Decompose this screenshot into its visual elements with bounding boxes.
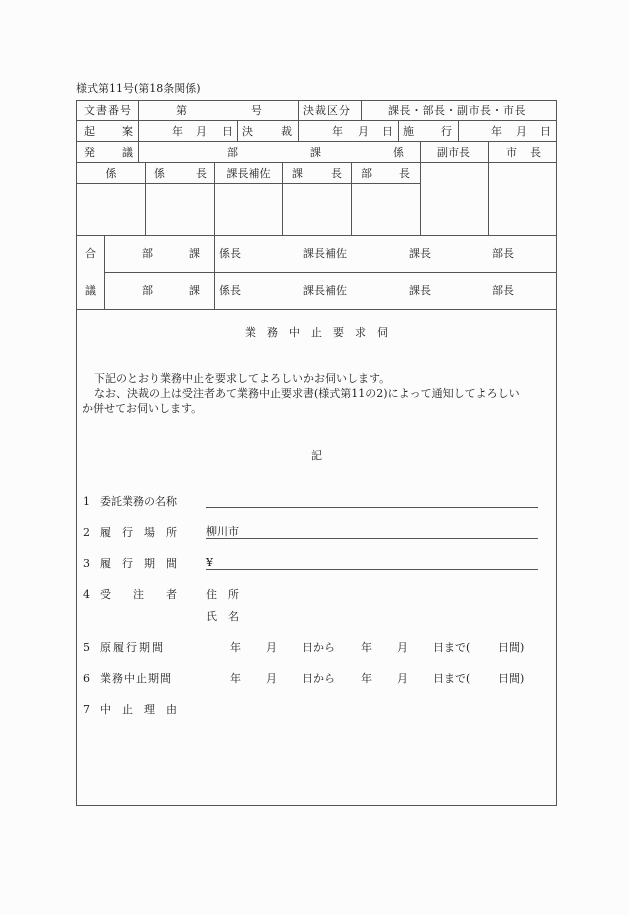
approval-col-bucho: 長 [399,167,410,180]
suspension-period-end-month[interactable]: 月 [397,672,408,685]
contractor-address-label: 住 所 [206,588,239,601]
issue-label: 議 [122,146,133,159]
consult-kakaricho[interactable]: 係長 [219,284,241,297]
decision-class-label: 決裁区分 [303,104,351,117]
col-divider [237,121,238,141]
item-number: 3 [83,557,90,570]
draft-label: 起 [84,125,95,138]
col-divider [104,236,105,309]
item-number: 1 [83,495,90,508]
col-divider [361,101,362,121]
consult-label: 合 [85,247,96,260]
suspension-period-start-month[interactable]: 月 [266,672,277,685]
contractor-name-label: 氏 名 [206,610,239,623]
item-label-original-period: 原履行期間 [100,641,165,654]
item-label-location: 履 行 場 所 [100,526,177,539]
item-label-period: 履 行 期 間 [100,557,177,570]
decision-date-day[interactable]: 日 [382,125,393,138]
contract-name-input[interactable] [206,494,538,508]
exec-label: 行 [441,125,452,138]
issue-bu[interactable]: 部 [227,146,238,159]
draft-date-day[interactable]: 日 [222,125,233,138]
approval-col-kacho: 課 [292,167,303,180]
stamp-box-kakaricho[interactable] [146,184,213,235]
underline [206,538,538,539]
approval-col-kacho: 長 [331,167,342,180]
item-number: 5 [83,641,90,654]
original-period-end-year[interactable]: 年 [361,641,372,654]
stamp-box-kakari[interactable] [78,184,144,235]
exec-date-day[interactable]: 日 [540,125,551,138]
original-period-end-day[interactable]: 日まで( [433,641,471,654]
col-divider [138,101,139,162]
location-input[interactable]: 柳川市 [206,525,239,538]
consult-kacho[interactable]: 課長 [409,284,431,297]
consult-kacho[interactable]: 課長 [409,247,431,260]
doc-number-dai: 第 [176,104,187,117]
issue-kakari[interactable]: 係 [393,146,404,159]
original-period-start-day[interactable]: 日から [302,641,335,654]
consult-kakaricho[interactable]: 係長 [219,247,241,260]
doc-number-input[interactable] [196,102,246,119]
body-paragraph: なお、決裁の上は受注者あて業務中止要求書(様式第11の2)によって通知してよろしい [94,387,520,400]
decision-label: 決 [242,125,253,138]
suspension-period-end-year[interactable]: 年 [361,672,372,685]
col-divider [458,121,459,141]
col-divider [298,101,299,121]
body-paragraph: 下記のとおり業務中止を要求してよろしいかお伺いします。 [94,372,391,385]
consult-bucho[interactable]: 部長 [492,247,514,260]
item-label-reason: 中 止 理 由 [100,703,177,716]
consult-bu[interactable]: 部 [142,284,153,297]
period-input[interactable]: ¥ [206,556,213,569]
exec-date-month[interactable]: 月 [516,125,527,138]
stamp-box-mayor[interactable] [489,163,555,235]
row-divider [77,309,556,310]
original-period-start-month[interactable]: 月 [266,641,277,654]
draft-date-year[interactable]: 年 [172,125,183,138]
exec-date-year[interactable]: 年 [491,125,502,138]
col-divider [298,121,299,141]
stamp-box-bucho[interactable] [352,184,419,235]
consult-ka[interactable]: 課 [189,284,200,297]
item-label-contract-name: 委託業務の名称 [100,495,177,508]
item-number: 2 [83,526,90,539]
decision-class-value[interactable]: 課長・部長・副市長・市長 [388,104,526,117]
row-divider [77,120,556,121]
mayor-label: 市 [506,146,517,159]
suspension-period-start-year[interactable]: 年 [230,672,241,685]
original-period-end-month[interactable]: 月 [397,641,408,654]
exec-label: 施 [403,125,414,138]
reason-input[interactable] [206,700,546,795]
underline [206,507,538,508]
suspension-period-start-day[interactable]: 日から [302,672,335,685]
decision-label: 裁 [281,125,292,138]
item-number: 7 [83,703,90,716]
draft-label: 案 [122,125,133,138]
approval-col-kakari: 係 [105,167,117,180]
consult-bu[interactable]: 部 [142,247,153,260]
suspension-period-end-day[interactable]: 日まで( [433,672,471,685]
consult-hosa[interactable]: 課長補佐 [303,284,347,297]
vice-mayor-label: 副市長 [437,146,470,159]
original-period-start-year[interactable]: 年 [230,641,241,654]
suspension-period-days[interactable]: 日間) [498,672,525,685]
row-divider [77,141,556,142]
document-title: 業 務 中 止 要 求 伺 [245,326,388,339]
approval-col-kakaricho: 係 [154,167,165,180]
stamp-box-kacho[interactable] [283,184,350,235]
approval-col-hosa: 課長補佐 [226,167,271,180]
stamp-box-hosa[interactable] [215,184,281,235]
doc-number-label: 文書番号 [84,104,132,117]
item-number: 4 [83,588,90,601]
mayor-label: 長 [530,146,541,159]
approval-col-kakaricho: 長 [196,167,207,180]
item-label-suspension-period: 業務中止期間 [100,672,172,685]
issue-label: 発 [84,146,95,159]
draft-date-month[interactable]: 月 [196,125,207,138]
item-number: 6 [83,672,90,685]
ki-heading: 記 [311,449,322,462]
row-divider [77,235,556,236]
decision-date-month[interactable]: 月 [358,125,369,138]
consult-label: 議 [85,284,96,297]
consult-ka[interactable]: 課 [189,247,200,260]
doc-number-go: 号 [251,104,262,117]
underline [206,569,538,570]
body-paragraph: か併せてお伺いします。 [82,402,203,415]
approval-col-bucho: 部 [361,167,372,180]
stamp-box-vice-mayor[interactable] [421,163,487,235]
decision-date-year[interactable]: 年 [332,125,343,138]
consult-bucho[interactable]: 部長 [492,284,514,297]
item-label-contractor: 受 注 者 [100,588,177,601]
form-label: 様式第11号(第18条関係) [76,82,201,95]
issue-ka[interactable]: 課 [310,146,321,159]
row-divider [104,272,556,273]
original-period-days[interactable]: 日間) [498,641,525,654]
col-divider [398,121,399,141]
consult-hosa[interactable]: 課長補佐 [303,247,347,260]
